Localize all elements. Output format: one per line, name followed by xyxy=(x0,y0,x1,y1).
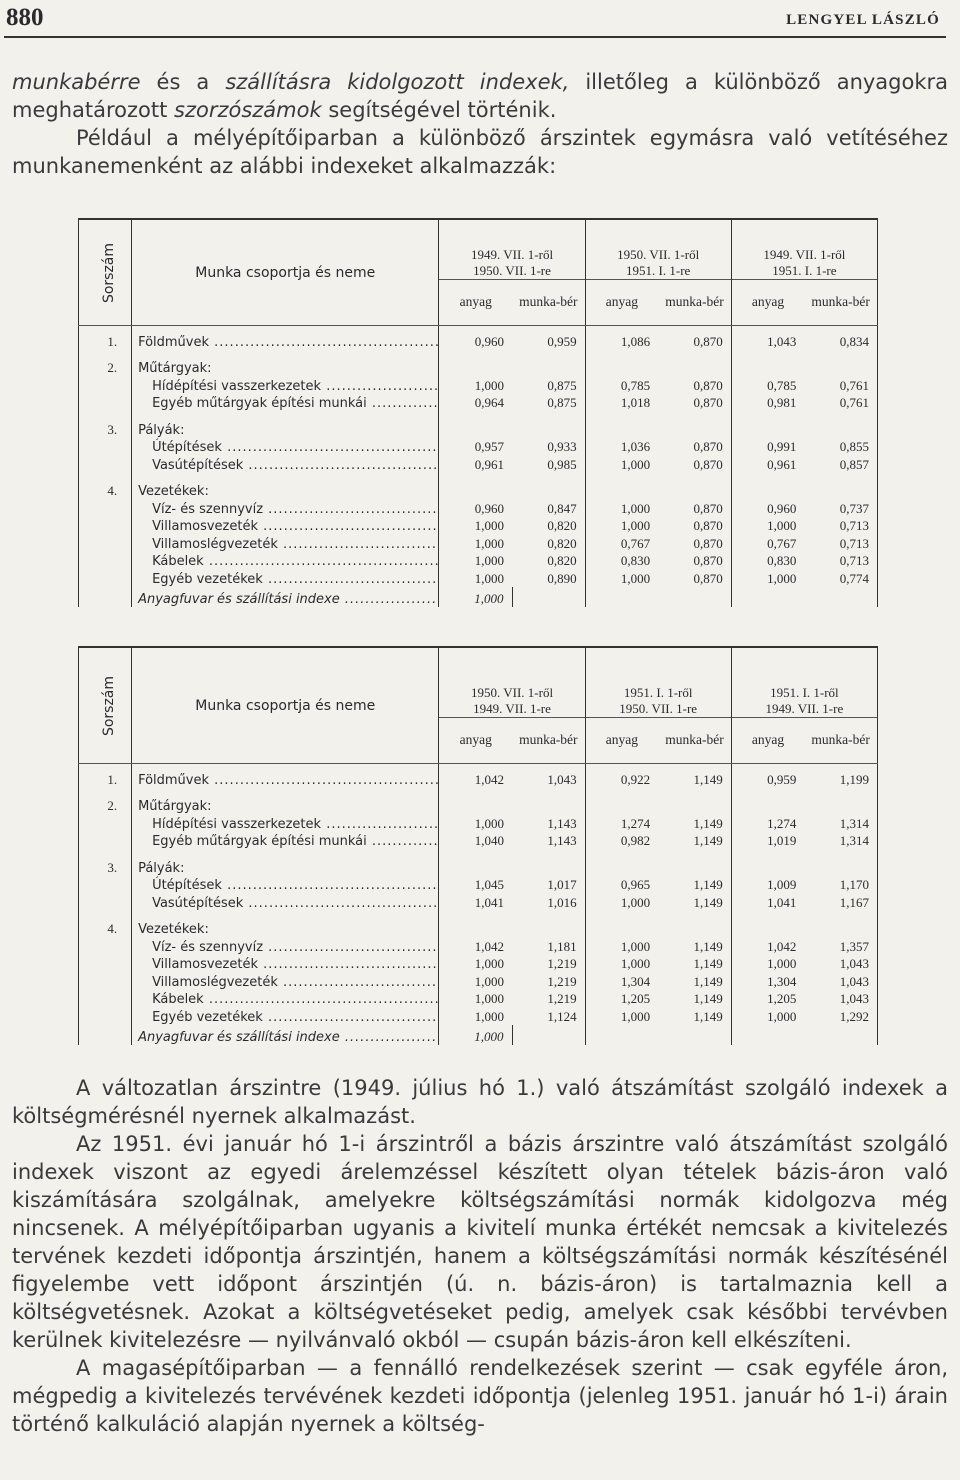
table-row xyxy=(79,876,878,894)
munkaber-value: 0,875 xyxy=(512,376,585,394)
munkaber-value: 1,149 xyxy=(658,937,731,955)
munkaber-value: 0,870 xyxy=(658,376,731,394)
table-row xyxy=(79,411,878,438)
anyag-value: 0,922 xyxy=(620,771,651,787)
row-label: Pályák: xyxy=(132,849,439,876)
row-label: Víz- és szennyvíz ..... xyxy=(132,937,439,955)
table-row xyxy=(79,473,878,500)
anyag-value: 1,000 xyxy=(620,894,651,910)
munkaber-value: 1,149 xyxy=(658,764,731,788)
group-header: Munka csoportja és neme xyxy=(132,647,439,764)
anyag-value: 0,991 xyxy=(767,439,797,454)
table-row xyxy=(79,937,878,955)
period-header-3: 1951. I. 1-ről 1949. VII. 1-re xyxy=(731,647,877,718)
row-number: 1. xyxy=(79,326,132,350)
row-label: Egyéb műtárgyak építési munkái ..... xyxy=(132,394,439,412)
row-label: Villamoslégvezeték ..... xyxy=(132,972,439,990)
munkaber-value: 1,149 xyxy=(658,876,731,894)
table-row xyxy=(79,955,878,973)
munkaber-header: munka-bér xyxy=(512,718,585,764)
anyag-value: 0,982 xyxy=(620,833,651,848)
intro-text xyxy=(12,68,948,180)
table-row xyxy=(79,972,878,990)
table-row xyxy=(79,350,878,377)
anyag-value: 1,041 xyxy=(474,894,505,910)
munkaber-value xyxy=(512,911,585,938)
group-header: Munka csoportja és neme xyxy=(132,219,439,326)
row-label: Kábelek ..... xyxy=(132,990,439,1008)
anyag-value: 0,981 xyxy=(767,395,797,410)
table-row xyxy=(79,832,878,850)
anyag-value xyxy=(731,411,804,438)
munkaber-value: 0,820 xyxy=(512,552,585,570)
anyag-value: 1,000 xyxy=(620,1008,651,1024)
munkaber-value xyxy=(658,411,731,438)
index-table-2 xyxy=(78,646,878,1045)
munkaber-value: 0,985 xyxy=(512,455,585,473)
intro-italic-4: szorzószámok xyxy=(174,98,322,122)
munkaber-value: 0,820 xyxy=(512,534,585,552)
anyag-value: 0,767 xyxy=(767,535,797,551)
row-number: 1. xyxy=(79,764,132,788)
anyag-value: 1,000 xyxy=(620,956,651,971)
row-number xyxy=(79,1007,132,1025)
munkaber-value: 0,870 xyxy=(658,569,731,587)
anyag-value xyxy=(731,587,804,607)
anyag-value xyxy=(439,473,512,500)
anyag-header: anyag xyxy=(439,718,512,764)
table-row xyxy=(79,911,878,938)
anyag-value: 1,274 xyxy=(767,815,797,831)
munkaber-value: 0,737 xyxy=(804,499,877,517)
munkaber-value xyxy=(804,1025,877,1045)
munkaber-value: 0,870 xyxy=(658,517,731,535)
anyag-value: 1,000 xyxy=(767,956,797,971)
munkaber-value: 0,820 xyxy=(512,517,585,535)
row-number xyxy=(79,569,132,587)
munkaber-value: 1,149 xyxy=(658,1007,731,1025)
anyag-value: 0,961 xyxy=(767,456,797,472)
munkaber-value xyxy=(658,473,731,500)
table-row xyxy=(79,552,878,570)
table-row xyxy=(79,376,878,394)
anyag-value: 1,009 xyxy=(767,877,797,892)
row-label: Útépítések ..... xyxy=(132,438,439,456)
row-number xyxy=(79,972,132,990)
munkaber-value xyxy=(804,788,877,815)
anyag-value: 1,042 xyxy=(474,771,505,787)
period-header-1: 1949. VII. 1-ről 1950. VII. 1-re xyxy=(439,219,585,280)
munkaber-value: 0,855 xyxy=(804,438,877,456)
anyag-value: 1,000 xyxy=(439,587,512,607)
munkaber-value: 0,959 xyxy=(512,326,585,350)
body-paragraph-1: A változatlan árszintre (1949. július hó 1.) való átszámítást szolgáló indexek a költségmérésnél nyernek alkalmazást. xyxy=(12,1076,948,1128)
row-label: Villamoslégvezeték ..... xyxy=(132,534,439,552)
anyag-value xyxy=(439,788,512,815)
row-number xyxy=(79,552,132,570)
munkaber-value: 0,847 xyxy=(512,499,585,517)
anyag-header: anyag xyxy=(585,718,658,764)
munkaber-value: 0,774 xyxy=(804,569,877,587)
intro-text-1: és a xyxy=(140,70,226,94)
munkaber-value: 1,292 xyxy=(804,1007,877,1025)
anyag-value: 1,000 xyxy=(474,518,505,533)
munkaber-value: 0,890 xyxy=(512,569,585,587)
row-label: Földművek ..... xyxy=(132,764,439,788)
row-number xyxy=(79,517,132,535)
munkaber-value xyxy=(658,1025,731,1045)
munkaber-value: 1,314 xyxy=(804,832,877,850)
anyag-value: 1,019 xyxy=(767,833,797,848)
munkaber-value xyxy=(804,473,877,500)
munkaber-value xyxy=(512,350,585,377)
row-label: Műtárgyak: xyxy=(132,788,439,815)
munkaber-value: 1,219 xyxy=(512,955,585,973)
anyag-value xyxy=(585,587,658,607)
anyag-value: 1,000 xyxy=(474,973,505,989)
anyag-value: 1,000 xyxy=(474,956,505,971)
index-table-1 xyxy=(78,218,878,607)
table-row xyxy=(79,394,878,412)
anyag-value: 1,000 xyxy=(439,1025,512,1045)
munkaber-value: 1,124 xyxy=(512,1007,585,1025)
table-row xyxy=(79,534,878,552)
table-row xyxy=(79,587,878,607)
munkaber-value: 0,761 xyxy=(804,394,877,412)
munkaber-value xyxy=(804,849,877,876)
anyag-value: 0,767 xyxy=(620,535,651,551)
munkaber-value xyxy=(658,911,731,938)
anyag-value: 1,000 xyxy=(474,377,505,393)
munkaber-value: 0,713 xyxy=(804,534,877,552)
munkaber-value: 1,149 xyxy=(658,832,731,850)
running-header xyxy=(6,2,940,32)
row-label: Anyagfuvar és szállítási indexe ..... xyxy=(132,587,439,607)
anyag-value: 0,960 xyxy=(474,500,505,516)
table-1-body xyxy=(79,326,878,607)
row-label: Egyéb műtárgyak építési munkái ..... xyxy=(132,832,439,850)
header-rule xyxy=(4,36,946,38)
munkaber-value: 0,870 xyxy=(658,499,731,517)
anyag-value xyxy=(585,1025,658,1045)
row-label: Villamosvezeték ..... xyxy=(132,955,439,973)
munkaber-value xyxy=(804,350,877,377)
anyag-value xyxy=(585,911,658,938)
munkaber-value: 1,149 xyxy=(658,990,731,1008)
row-label: Vasútépítések ..... xyxy=(132,455,439,473)
munkaber-value: 0,933 xyxy=(512,438,585,456)
anyag-value xyxy=(585,411,658,438)
row-label: Útépítések ..... xyxy=(132,876,439,894)
anyag-value: 1,000 xyxy=(474,570,505,586)
munkaber-value: 0,870 xyxy=(658,394,731,412)
munkaber-value: 0,761 xyxy=(804,376,877,394)
row-label: Vezetékek: xyxy=(132,473,439,500)
running-head-author: LENGYEL LÁSZLÓ xyxy=(786,12,940,28)
anyag-value: 0,961 xyxy=(474,456,505,472)
munkaber-value xyxy=(804,911,877,938)
munkaber-value xyxy=(512,849,585,876)
anyag-header: anyag xyxy=(585,280,658,326)
munkaber-value: 0,870 xyxy=(658,438,731,456)
anyag-value: 1,205 xyxy=(767,991,797,1006)
anyag-value xyxy=(439,350,512,377)
munkaber-value xyxy=(512,411,585,438)
munkaber-value: 0,713 xyxy=(804,517,877,535)
intro-paragraph-2: Például a mélyépítőiparban a különböző árszintek egymásra való vetítéséhez munkanemenként az alábbi indexeket alkalmazzák: xyxy=(12,126,948,178)
munkaber-value: 0,713 xyxy=(804,552,877,570)
anyag-value: 1,304 xyxy=(767,973,797,989)
table-row xyxy=(79,893,878,911)
row-number xyxy=(79,955,132,973)
row-label: Hídépítési vasszerkezetek ..... xyxy=(132,814,439,832)
row-number xyxy=(79,376,132,394)
anyag-value: 1,000 xyxy=(474,815,505,831)
anyag-value xyxy=(585,849,658,876)
row-label: Egyéb vezetékek ..... xyxy=(132,569,439,587)
sorszam-header: Sorszám xyxy=(79,647,132,764)
table-row xyxy=(79,788,878,815)
anyag-value: 0,964 xyxy=(474,395,505,410)
row-label: Villamosvezeték ..... xyxy=(132,517,439,535)
table-row xyxy=(79,814,878,832)
anyag-value: 1,000 xyxy=(620,500,651,516)
munkaber-value: 1,017 xyxy=(512,876,585,894)
intro-text-2 xyxy=(331,70,347,94)
anyag-value xyxy=(731,1025,804,1045)
table-row xyxy=(79,990,878,1008)
anyag-value xyxy=(731,788,804,815)
table-row xyxy=(79,517,878,535)
munkaber-value: 1,170 xyxy=(804,876,877,894)
period-header-3: 1949. VII. 1-ről 1951. I. 1-re xyxy=(731,219,877,280)
body-paragraph-3: A magasépítőiparban — a fennálló rendelkezések szerint — csak egyféle áron, mégpedig a kivitelezés tervévének kezdeti időpontja (jelenleg 1951. január hó 1-i) árain történő kalkuláció alapján nyernek a költség- xyxy=(12,1356,948,1436)
table-row xyxy=(79,569,878,587)
munkaber-value: 0,870 xyxy=(658,552,731,570)
munkaber-value: 1,043 xyxy=(512,764,585,788)
anyag-value xyxy=(439,911,512,938)
table-row xyxy=(79,438,878,456)
munkaber-value: 1,149 xyxy=(658,814,731,832)
anyag-value xyxy=(439,849,512,876)
anyag-value: 1,036 xyxy=(620,439,651,454)
row-label: Pályák: xyxy=(132,411,439,438)
table-row xyxy=(79,1025,878,1045)
munkaber-value xyxy=(804,587,877,607)
row-number: 4. xyxy=(79,911,132,938)
row-label: Víz- és szennyvíz ..... xyxy=(132,499,439,517)
munkaber-value: 0,870 xyxy=(658,326,731,350)
anyag-header: anyag xyxy=(731,718,804,764)
anyag-value: 1,041 xyxy=(767,894,797,910)
munkaber-value xyxy=(512,788,585,815)
anyag-value: 1,040 xyxy=(474,833,505,848)
intro-paragraph-1 xyxy=(12,68,948,124)
row-number xyxy=(79,814,132,832)
munkaber-value xyxy=(658,587,731,607)
anyag-value: 1,000 xyxy=(620,938,651,954)
anyag-value: 1,042 xyxy=(767,938,797,954)
period-header-2: 1951. I. 1-ről 1950. VII. 1-re xyxy=(585,647,731,718)
anyag-header: anyag xyxy=(439,280,512,326)
row-number: 3. xyxy=(79,849,132,876)
table-row xyxy=(79,764,878,788)
munkaber-value: 1,357 xyxy=(804,937,877,955)
row-number: 2. xyxy=(79,788,132,815)
sorszam-header: Sorszám xyxy=(79,219,132,326)
anyag-value: 1,000 xyxy=(474,553,505,568)
munkaber-value: 1,149 xyxy=(658,955,731,973)
anyag-value: 1,304 xyxy=(620,973,651,989)
anyag-value: 1,000 xyxy=(474,991,505,1006)
anyag-value: 1,000 xyxy=(620,456,651,472)
row-number xyxy=(79,587,132,607)
munkaber-value: 1,016 xyxy=(512,893,585,911)
anyag-value: 0,960 xyxy=(767,500,797,516)
intro-text-4: segítségével történik. xyxy=(321,98,557,122)
munkaber-value: 1,043 xyxy=(804,972,877,990)
munkaber-value: 1,219 xyxy=(512,972,585,990)
row-number xyxy=(79,876,132,894)
anyag-value: 1,018 xyxy=(620,395,651,410)
munkaber-value: 1,181 xyxy=(512,937,585,955)
row-label: Egyéb vezetékek ..... xyxy=(132,1007,439,1025)
table-row xyxy=(79,499,878,517)
anyag-value: 1,000 xyxy=(767,1008,797,1024)
munkaber-value: 0,834 xyxy=(804,326,877,350)
munkaber-value: 1,149 xyxy=(658,972,731,990)
row-number xyxy=(79,438,132,456)
munkaber-header: munka-bér xyxy=(512,280,585,326)
anyag-value: 0,965 xyxy=(620,877,651,892)
row-number xyxy=(79,499,132,517)
body-text xyxy=(12,1074,948,1438)
anyag-value: 1,042 xyxy=(474,938,505,954)
anyag-value: 1,205 xyxy=(620,991,651,1006)
munkaber-value xyxy=(804,411,877,438)
munkaber-value xyxy=(658,788,731,815)
anyag-value xyxy=(585,788,658,815)
munkaber-value: 1,149 xyxy=(658,893,731,911)
anyag-value: 1,000 xyxy=(620,570,651,586)
munkaber-value: 1,043 xyxy=(804,990,877,1008)
munkaber-value xyxy=(512,473,585,500)
row-number xyxy=(79,394,132,412)
table-2-body xyxy=(79,764,878,1045)
munkaber-header: munka-bér xyxy=(804,280,877,326)
anyag-value xyxy=(731,473,804,500)
munkaber-value: 1,199 xyxy=(804,764,877,788)
anyag-value xyxy=(731,350,804,377)
table-row xyxy=(79,1007,878,1025)
period-header-2: 1950. VII. 1-ről 1951. I. 1-re xyxy=(585,219,731,280)
row-number xyxy=(79,990,132,1008)
intro-italic-1: munkabérre xyxy=(12,70,141,94)
munkaber-header: munka-bér xyxy=(804,718,877,764)
anyag-value xyxy=(731,911,804,938)
munkaber-value: 0,870 xyxy=(658,455,731,473)
anyag-value: 0,830 xyxy=(767,553,797,568)
anyag-value: 1,274 xyxy=(620,815,651,831)
table-row xyxy=(79,326,878,350)
munkaber-value: 0,857 xyxy=(804,455,877,473)
row-label: Műtárgyak: xyxy=(132,350,439,377)
body-paragraph-2: Az 1951. évi január hó 1-i árszintről a bázis árszintre való átszámítást szolgáló indexek viszont az egyedi árelemzéssel készített olyan tételek bázis-áron való kiszámítására szolgálnak, amelyekre költségszámítási normák kidolgozva még nincsenek. A mélyépítőiparban ugyanis a kivitelí munka értékét nemcsak a kivitelezés tervének kezdeti időpontja árszintjén, hanem a költségszámítási normák készítésénél figyelembe vett időpont árszintjén (ú. n. bázis-áron) is tartalmaznia kell a költségvetésnek. Azokat a költségvetéseket pedig, amelyek csak későbbi tervévben kerülnek kivitelezésre — nyilvánvaló okból — csupán bázis-áron kell elkészíteni. xyxy=(12,1132,948,1352)
intro-italic-2: szállításra xyxy=(225,70,332,94)
row-label: Kábelek ..... xyxy=(132,552,439,570)
anyag-value: 1,045 xyxy=(474,877,505,892)
munkaber-header: munka-bér xyxy=(658,718,731,764)
row-label: Földművek ..... xyxy=(132,326,439,350)
munkaber-value: 1,043 xyxy=(804,955,877,973)
anyag-value: 1,000 xyxy=(474,535,505,551)
row-number: 4. xyxy=(79,473,132,500)
row-number xyxy=(79,832,132,850)
anyag-value: 0,960 xyxy=(474,333,505,349)
table-row xyxy=(79,849,878,876)
anyag-value xyxy=(585,473,658,500)
row-label: Hídépítési vasszerkezetek ..... xyxy=(132,376,439,394)
row-label: Vasútépítések ..... xyxy=(132,893,439,911)
row-number xyxy=(79,893,132,911)
munkaber-value xyxy=(512,587,585,607)
anyag-value: 0,957 xyxy=(474,439,505,454)
row-number xyxy=(79,1025,132,1045)
anyag-value: 1,000 xyxy=(767,570,797,586)
munkaber-value: 0,875 xyxy=(512,394,585,412)
page-number: 880 xyxy=(6,4,44,31)
row-label: Vezetékek: xyxy=(132,911,439,938)
anyag-value xyxy=(439,411,512,438)
anyag-value: 0,785 xyxy=(767,377,797,393)
munkaber-value xyxy=(658,849,731,876)
anyag-value: 0,959 xyxy=(767,771,797,787)
row-number xyxy=(79,455,132,473)
anyag-value: 1,000 xyxy=(767,518,797,533)
anyag-value: 1,086 xyxy=(620,333,651,349)
row-number xyxy=(79,534,132,552)
munkaber-value: 0,870 xyxy=(658,534,731,552)
intro-text-3: illetőleg a különböző anyagokra meghatározott xyxy=(12,70,949,122)
munkaber-value: 1,143 xyxy=(512,832,585,850)
anyag-header: anyag xyxy=(731,280,804,326)
anyag-value: 0,830 xyxy=(620,553,651,568)
intro-italic-3: kidolgozott indexek, xyxy=(347,70,570,94)
anyag-value: 1,043 xyxy=(767,333,797,349)
munkaber-value: 1,219 xyxy=(512,990,585,1008)
anyag-value: 1,000 xyxy=(620,518,651,533)
anyag-value: 1,000 xyxy=(474,1008,505,1024)
munkaber-value: 1,167 xyxy=(804,893,877,911)
munkaber-value: 1,314 xyxy=(804,814,877,832)
period-header-1: 1950. VII. 1-ről 1949. VII. 1-re xyxy=(439,647,585,718)
munkaber-value xyxy=(658,350,731,377)
row-number xyxy=(79,937,132,955)
anyag-value xyxy=(731,849,804,876)
row-label: Anyagfuvar és szállítási indexe ..... xyxy=(132,1025,439,1045)
row-number: 2. xyxy=(79,350,132,377)
munkaber-value: 1,143 xyxy=(512,814,585,832)
munkaber-value xyxy=(512,1025,585,1045)
munkaber-header: munka-bér xyxy=(658,280,731,326)
table-row xyxy=(79,455,878,473)
anyag-value xyxy=(585,350,658,377)
anyag-value: 0,785 xyxy=(620,377,651,393)
row-number: 3. xyxy=(79,411,132,438)
